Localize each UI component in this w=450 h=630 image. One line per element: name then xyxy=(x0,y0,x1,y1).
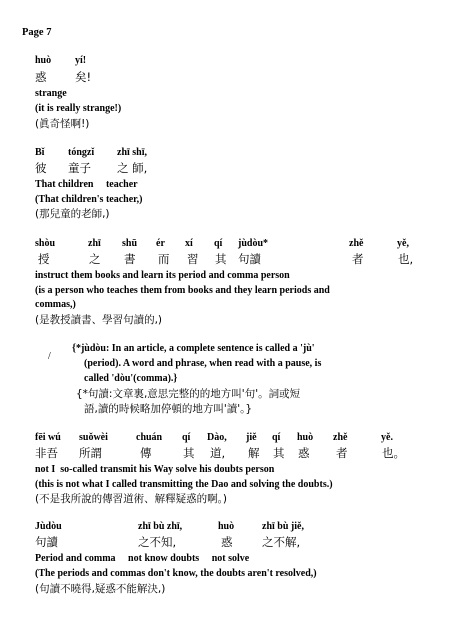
chinese-word: 解 xyxy=(248,446,260,460)
footnote-english: {*jùdòu: In an article, a complete sentence is called a 'jù' xyxy=(72,343,315,354)
footnote-english: called 'dòu'(comma).} xyxy=(84,373,178,384)
pinyin-word: huò xyxy=(218,521,235,532)
chinese-translation: (不是我所說的傳習道術、解釋疑惑的啊。) xyxy=(35,493,227,505)
pinyin-word: chuán xyxy=(136,432,163,443)
english-gloss: strange xyxy=(35,88,67,99)
pinyin-word: yí! xyxy=(75,55,87,66)
chinese-word: 也。 xyxy=(382,446,405,460)
pinyin-word: fēi wú xyxy=(35,432,61,443)
pinyin-word: zhī bù zhī, xyxy=(138,521,183,532)
pinyin-word: zhī bù jiě, xyxy=(262,521,304,532)
chinese-word: 之不解, xyxy=(262,535,301,549)
english-gloss: not I so-called transmit his Way solve his doubts person xyxy=(35,464,275,475)
pinyin-word: suǒwèi xyxy=(79,432,108,443)
pinyin-word: tóngzǐ xyxy=(68,147,95,158)
pinyin-word: qí xyxy=(272,432,281,443)
english-gloss: That children teacher xyxy=(35,179,138,190)
pinyin-word: qí xyxy=(214,238,223,249)
pinyin-word: zhě xyxy=(333,432,348,443)
chinese-word: 惑 xyxy=(221,535,233,549)
chinese-translation: (那兒童的老師,) xyxy=(35,208,110,220)
pinyin-word: jiě xyxy=(246,432,257,443)
footnote-english: (period). A word and phrase, when read with a pause, is xyxy=(84,358,322,369)
chinese-word: 其 xyxy=(183,446,195,460)
pinyin-word: huò xyxy=(35,55,52,66)
english-paraphrase: (The periods and commas don't know, the doubts aren't resolved,) xyxy=(35,568,317,579)
english-paraphrase: commas,) xyxy=(35,299,76,310)
pinyin-word: xí xyxy=(185,238,193,249)
pinyin-word: shū xyxy=(122,238,138,249)
english-paraphrase: (is a person who teaches them from books and they learn periods and xyxy=(35,285,330,296)
chinese-word: 習 xyxy=(187,252,199,266)
pinyin-word: Jùdòu xyxy=(35,521,62,532)
english-paraphrase: (it is really strange!) xyxy=(35,103,122,114)
chinese-word: 授 xyxy=(38,252,50,266)
pinyin-word: zhī shī, xyxy=(117,147,148,158)
chinese-word: 非吾 xyxy=(35,446,58,460)
margin-mark: / xyxy=(48,351,51,362)
chinese-word: 之 xyxy=(89,252,101,266)
chinese-word: 句讀 xyxy=(35,535,58,549)
footnote-chinese: 語,讀的時候略加停頓的地方叫'讀'。} xyxy=(84,403,253,415)
pinyin-word: yě. xyxy=(381,432,393,443)
pinyin-word: shòu xyxy=(35,238,56,249)
chinese-word: 句讀 xyxy=(238,252,261,266)
chinese-word: 所謂 xyxy=(79,446,102,460)
english-paraphrase: (That children's teacher,) xyxy=(35,194,143,205)
chinese-word: 之 師, xyxy=(117,161,148,175)
pinyin-word: huò xyxy=(297,432,314,443)
pinyin-word: zhě xyxy=(349,238,364,249)
chinese-word: 彼 xyxy=(35,161,47,175)
chinese-word: 惑 xyxy=(35,70,47,84)
page-number: Page 7 xyxy=(22,27,52,38)
footnote-chinese: {*句讀:文章裏,意思完整的的地方叫'句'。詞或短 xyxy=(76,388,301,400)
chinese-word: 矣! xyxy=(75,70,92,84)
chinese-word: 者 xyxy=(336,446,348,460)
chinese-word: 書 xyxy=(124,252,136,266)
pinyin-word: ér xyxy=(156,238,165,249)
english-gloss: instruct them books and learn its period and comma person xyxy=(35,270,290,281)
pinyin-word: Dào, xyxy=(207,432,227,443)
chinese-word: 童子 xyxy=(68,161,91,175)
english-gloss: Period and comma not know doubts not solve xyxy=(35,553,250,564)
chinese-word: 其 xyxy=(273,446,285,460)
chinese-word: 傳 xyxy=(140,446,152,460)
pinyin-word: yě, xyxy=(397,238,409,249)
pinyin-word: zhī xyxy=(88,238,101,249)
chinese-word: 之不知, xyxy=(138,535,177,549)
english-paraphrase: (this is not what I called transmitting the Dao and solving the doubts.) xyxy=(35,479,333,490)
pinyin-word: Bǐ xyxy=(35,147,45,158)
chinese-word: 惑 xyxy=(298,446,310,460)
pinyin-word: qí xyxy=(182,432,191,443)
chinese-word: 也, xyxy=(398,252,414,266)
chinese-word: 而 xyxy=(158,252,170,266)
chinese-word: 道, xyxy=(210,446,226,460)
chinese-word: 其 xyxy=(215,252,227,266)
pinyin-word: jùdòu* xyxy=(238,238,269,249)
chinese-word: 者 xyxy=(352,252,364,266)
chinese-translation: (句讀不曉得,疑惑不能解決,) xyxy=(35,583,166,595)
chinese-translation: (眞奇怪啊!) xyxy=(35,118,90,130)
chinese-translation: (是教授讀書、學習句讀的,) xyxy=(35,314,163,326)
